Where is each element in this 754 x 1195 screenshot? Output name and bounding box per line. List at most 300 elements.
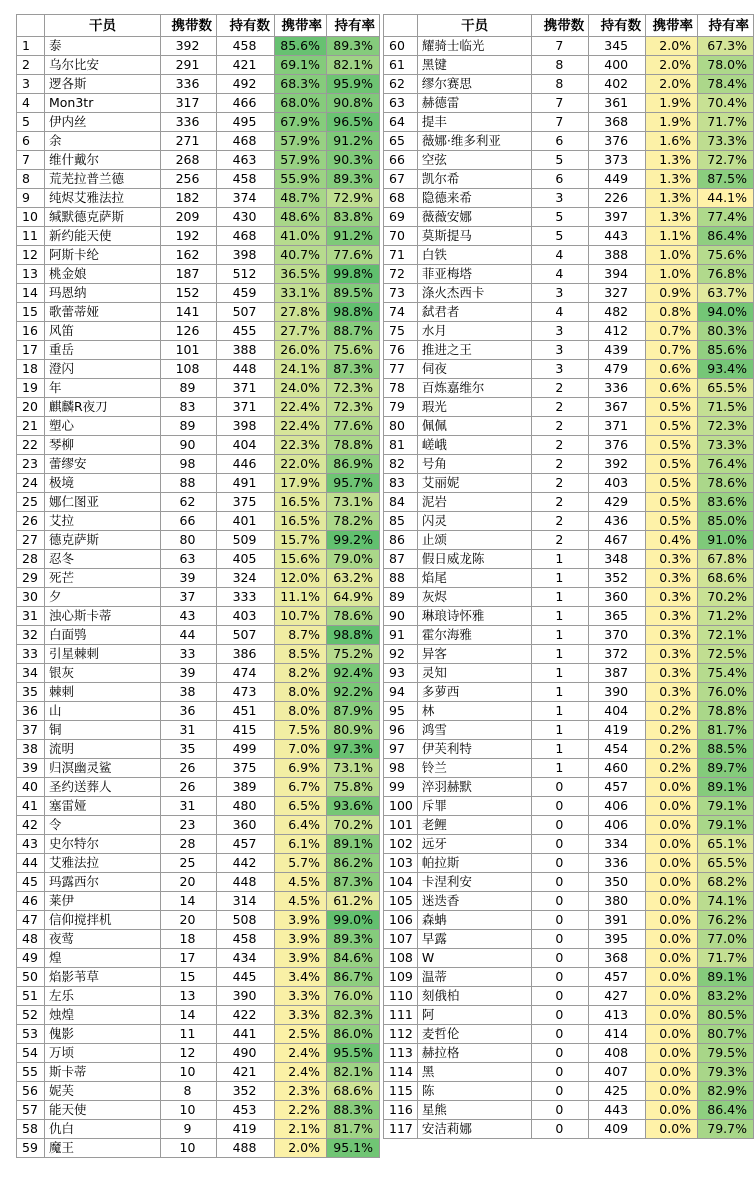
carry-count: 26 (161, 759, 217, 778)
carry-rate: 0.3% (646, 569, 698, 588)
hold-rate: 81.7% (698, 721, 754, 740)
table-row (17, 37, 380, 56)
table-row (384, 930, 754, 949)
carry-count: 5 (532, 151, 589, 170)
table-row (384, 455, 754, 474)
carry-rate: 16.5% (275, 512, 327, 531)
hold-count: 360 (589, 588, 646, 607)
operator-name: 歌蕾蒂娅 (45, 303, 161, 322)
hold-rate: 82.1% (327, 56, 380, 75)
row-index: 90 (384, 607, 418, 626)
hold-count: 458 (217, 37, 275, 56)
carry-count: 0 (532, 1101, 589, 1120)
row-index: 87 (384, 550, 418, 569)
operator-name: 流明 (45, 740, 161, 759)
carry-rate: 17.9% (275, 474, 327, 493)
hold-rate: 95.7% (327, 474, 380, 493)
operator-name: 号角 (417, 455, 532, 474)
carry-count: 0 (532, 778, 589, 797)
hold-rate: 76.0% (698, 683, 754, 702)
hold-count: 404 (589, 702, 646, 721)
right-operator-table (383, 14, 754, 1139)
hold-count: 479 (589, 360, 646, 379)
row-index: 53 (17, 1025, 45, 1044)
hold-rate: 72.5% (698, 645, 754, 664)
hold-rate: 82.1% (327, 1063, 380, 1082)
hold-count: 413 (589, 1006, 646, 1025)
hold-rate: 99.0% (327, 911, 380, 930)
carry-rate: 33.1% (275, 284, 327, 303)
table-row (17, 436, 380, 455)
carry-rate: 0.0% (646, 873, 698, 892)
row-index: 19 (17, 379, 45, 398)
carry-rate: 2.2% (275, 1101, 327, 1120)
carry-count: 1 (532, 645, 589, 664)
hold-rate: 86.4% (698, 227, 754, 246)
table-row (384, 1044, 754, 1063)
operator-name: 麦哲伦 (417, 1025, 532, 1044)
carry-count: 256 (161, 170, 217, 189)
carry-rate: 2.5% (275, 1025, 327, 1044)
hold-rate: 99.8% (327, 265, 380, 284)
table-row (17, 1025, 380, 1044)
carry-rate: 40.7% (275, 246, 327, 265)
carry-count: 0 (532, 949, 589, 968)
hold-count: 491 (217, 474, 275, 493)
hold-count: 394 (589, 265, 646, 284)
carry-count: 2 (532, 436, 589, 455)
table-row (384, 75, 754, 94)
carry-count: 18 (161, 930, 217, 949)
table-row (17, 1101, 380, 1120)
carry-rate: 0.0% (646, 1044, 698, 1063)
row-index: 29 (17, 569, 45, 588)
table-row (384, 1063, 754, 1082)
hold-rate: 72.7% (698, 151, 754, 170)
table-row (384, 208, 754, 227)
hold-count: 457 (217, 835, 275, 854)
carry-rate: 6.5% (275, 797, 327, 816)
hold-count: 455 (217, 322, 275, 341)
table-row (17, 75, 380, 94)
hold-rate: 89.1% (698, 778, 754, 797)
carry-rate: 0.0% (646, 949, 698, 968)
carry-count: 5 (532, 227, 589, 246)
carry-rate: 1.3% (646, 208, 698, 227)
row-index: 111 (384, 1006, 418, 1025)
hold-count: 372 (589, 645, 646, 664)
carry-count: 1 (532, 683, 589, 702)
hold-count: 352 (589, 569, 646, 588)
carry-rate: 1.3% (646, 189, 698, 208)
carry-rate: 27.8% (275, 303, 327, 322)
carry-count: 0 (532, 1025, 589, 1044)
table-row (17, 664, 380, 683)
carry-rate: 0.3% (646, 683, 698, 702)
carry-count: 0 (532, 911, 589, 930)
hold-rate: 63.7% (698, 284, 754, 303)
hold-rate: 95.1% (327, 1139, 380, 1158)
hold-count: 441 (217, 1025, 275, 1044)
hold-count: 457 (589, 968, 646, 987)
row-index: 18 (17, 360, 45, 379)
operator-name: 白铁 (417, 246, 532, 265)
carry-count: 6 (532, 170, 589, 189)
row-index: 117 (384, 1120, 418, 1139)
table-row (17, 645, 380, 664)
carry-count: 2 (532, 531, 589, 550)
hold-count: 415 (217, 721, 275, 740)
table-row (17, 740, 380, 759)
operator-name: 风笛 (45, 322, 161, 341)
row-index: 98 (384, 759, 418, 778)
hold-count: 451 (217, 702, 275, 721)
hold-rate: 79.1% (698, 797, 754, 816)
row-index: 7 (17, 151, 45, 170)
table-row (17, 607, 380, 626)
table-row (17, 835, 380, 854)
header-name: 干员 (45, 15, 161, 37)
hold-rate: 79.0% (327, 550, 380, 569)
hold-rate: 65.5% (698, 379, 754, 398)
carry-rate: 0.9% (646, 284, 698, 303)
hold-rate: 86.4% (698, 1101, 754, 1120)
hold-rate: 78.0% (698, 56, 754, 75)
hold-rate: 75.2% (327, 645, 380, 664)
operator-name: 黑键 (417, 56, 532, 75)
carry-count: 1 (532, 759, 589, 778)
hold-rate: 89.3% (327, 170, 380, 189)
row-index: 41 (17, 797, 45, 816)
hold-count: 453 (217, 1101, 275, 1120)
hold-rate: 83.6% (698, 493, 754, 512)
hold-count: 405 (217, 550, 275, 569)
operator-name: W (417, 949, 532, 968)
row-index: 91 (384, 626, 418, 645)
hold-count: 443 (589, 1101, 646, 1120)
carry-count: 336 (161, 113, 217, 132)
hold-rate: 72.3% (327, 398, 380, 417)
hold-count: 376 (589, 436, 646, 455)
operator-name: 陈 (417, 1082, 532, 1101)
carry-count: 8 (532, 75, 589, 94)
row-index: 89 (384, 588, 418, 607)
row-index: 73 (384, 284, 418, 303)
table-row (384, 949, 754, 968)
table-row (384, 835, 754, 854)
table-row (17, 702, 380, 721)
row-index: 88 (384, 569, 418, 588)
operator-name: 水月 (417, 322, 532, 341)
table-row (17, 493, 380, 512)
hold-count: 443 (589, 227, 646, 246)
carry-count: 11 (161, 1025, 217, 1044)
carry-rate: 8.0% (275, 683, 327, 702)
hold-rate: 74.1% (698, 892, 754, 911)
row-index: 38 (17, 740, 45, 759)
table-row (17, 550, 380, 569)
carry-count: 39 (161, 664, 217, 683)
row-index: 32 (17, 626, 45, 645)
carry-rate: 1.0% (646, 246, 698, 265)
hold-rate: 93.6% (327, 797, 380, 816)
operator-name: 多萝西 (417, 683, 532, 702)
table-row (384, 265, 754, 284)
table-row (17, 759, 380, 778)
carry-count: 3 (532, 360, 589, 379)
carry-rate: 57.9% (275, 132, 327, 151)
carry-count: 17 (161, 949, 217, 968)
hold-rate: 65.5% (698, 854, 754, 873)
row-index: 27 (17, 531, 45, 550)
hold-rate: 81.7% (327, 1120, 380, 1139)
hold-rate: 67.3% (698, 37, 754, 56)
carry-count: 0 (532, 930, 589, 949)
hold-rate: 86.0% (327, 1025, 380, 1044)
hold-count: 403 (217, 607, 275, 626)
hold-rate: 77.0% (698, 930, 754, 949)
operator-name: 缪尔赛思 (417, 75, 532, 94)
carry-rate: 2.4% (275, 1063, 327, 1082)
hold-rate: 79.1% (698, 816, 754, 835)
hold-rate: 63.2% (327, 569, 380, 588)
carry-rate: 2.1% (275, 1120, 327, 1139)
operator-name: 老鲤 (417, 816, 532, 835)
operator-name: 闪灵 (417, 512, 532, 531)
header-row (17, 15, 380, 37)
operator-name: 森蚺 (417, 911, 532, 930)
row-index: 48 (17, 930, 45, 949)
table-row (17, 284, 380, 303)
hold-count: 336 (589, 379, 646, 398)
carry-rate: 5.7% (275, 854, 327, 873)
hold-rate: 76.0% (327, 987, 380, 1006)
operator-name: 新约能天使 (45, 227, 161, 246)
carry-rate: 16.5% (275, 493, 327, 512)
carry-count: 39 (161, 569, 217, 588)
row-index: 70 (384, 227, 418, 246)
table-row (17, 113, 380, 132)
carry-count: 7 (532, 113, 589, 132)
table-row (384, 398, 754, 417)
row-index: 31 (17, 607, 45, 626)
carry-count: 192 (161, 227, 217, 246)
table-row (17, 512, 380, 531)
table-row (17, 265, 380, 284)
hold-count: 345 (589, 37, 646, 56)
carry-rate: 57.9% (275, 151, 327, 170)
carry-rate: 12.0% (275, 569, 327, 588)
row-index: 42 (17, 816, 45, 835)
carry-rate: 0.6% (646, 379, 698, 398)
row-index: 57 (17, 1101, 45, 1120)
carry-count: 2 (532, 398, 589, 417)
hold-count: 488 (217, 1139, 275, 1158)
carry-count: 62 (161, 493, 217, 512)
row-index: 50 (17, 968, 45, 987)
table-row (384, 778, 754, 797)
hold-rate: 77.4% (698, 208, 754, 227)
carry-rate: 3.3% (275, 1006, 327, 1025)
table-row (17, 626, 380, 645)
hold-count: 507 (217, 303, 275, 322)
operator-name: 忍冬 (45, 550, 161, 569)
carry-rate: 22.3% (275, 436, 327, 455)
carry-rate: 27.7% (275, 322, 327, 341)
row-index: 92 (384, 645, 418, 664)
hold-rate: 83.2% (698, 987, 754, 1006)
hold-count: 380 (589, 892, 646, 911)
row-index: 23 (17, 455, 45, 474)
operator-name: 提丰 (417, 113, 532, 132)
hold-count: 473 (217, 683, 275, 702)
operator-name: 归溟幽灵鲨 (45, 759, 161, 778)
row-index: 69 (384, 208, 418, 227)
hold-rate: 72.3% (698, 417, 754, 436)
operator-name: 夕 (45, 588, 161, 607)
carry-count: 152 (161, 284, 217, 303)
carry-rate: 2.3% (275, 1082, 327, 1101)
hold-count: 448 (217, 360, 275, 379)
carry-count: 1 (532, 740, 589, 759)
table-row (384, 379, 754, 398)
carry-count: 2 (532, 512, 589, 531)
operator-name: 泥岩 (417, 493, 532, 512)
carry-rate: 11.1% (275, 588, 327, 607)
hold-count: 365 (589, 607, 646, 626)
hold-count: 392 (589, 455, 646, 474)
hold-count: 482 (589, 303, 646, 322)
hold-rate: 85.6% (698, 341, 754, 360)
table-row (384, 56, 754, 75)
carry-count: 162 (161, 246, 217, 265)
operator-name: 艾雅法拉 (45, 854, 161, 873)
carry-count: 2 (532, 455, 589, 474)
row-index: 74 (384, 303, 418, 322)
row-index: 106 (384, 911, 418, 930)
carry-count: 10 (161, 1063, 217, 1082)
row-index: 64 (384, 113, 418, 132)
hold-count: 421 (217, 1063, 275, 1082)
hold-rate: 77.6% (327, 246, 380, 265)
operator-name: 缄默德克萨斯 (45, 208, 161, 227)
carry-rate: 0.5% (646, 455, 698, 474)
table-row (17, 531, 380, 550)
row-index: 86 (384, 531, 418, 550)
carry-count: 35 (161, 740, 217, 759)
table-row (17, 911, 380, 930)
carry-rate: 0.0% (646, 854, 698, 873)
carry-rate: 2.0% (646, 56, 698, 75)
operator-name: 铜 (45, 721, 161, 740)
carry-count: 1 (532, 607, 589, 626)
row-index: 79 (384, 398, 418, 417)
carry-count: 14 (161, 892, 217, 911)
hold-rate: 72.9% (327, 189, 380, 208)
carry-rate: 0.7% (646, 341, 698, 360)
row-index: 46 (17, 892, 45, 911)
carry-rate: 0.0% (646, 797, 698, 816)
hold-rate: 88.7% (327, 322, 380, 341)
table-row (17, 683, 380, 702)
carry-count: 14 (161, 1006, 217, 1025)
row-index: 63 (384, 94, 418, 113)
hold-count: 371 (217, 398, 275, 417)
operator-name: 耀骑士临光 (417, 37, 532, 56)
row-index: 84 (384, 493, 418, 512)
operator-name: 佩佩 (417, 417, 532, 436)
carry-rate: 6.9% (275, 759, 327, 778)
table-row (17, 816, 380, 835)
hold-count: 492 (217, 75, 275, 94)
table-row (384, 816, 754, 835)
row-index: 16 (17, 322, 45, 341)
hold-count: 402 (589, 75, 646, 94)
carry-count: 108 (161, 360, 217, 379)
table-row (17, 341, 380, 360)
operator-name: 赫德雷 (417, 94, 532, 113)
carry-rate: 0.0% (646, 778, 698, 797)
carry-rate: 0.7% (646, 322, 698, 341)
hold-rate: 44.1% (698, 189, 754, 208)
carry-rate: 3.9% (275, 930, 327, 949)
carry-rate: 0.3% (646, 645, 698, 664)
row-index: 9 (17, 189, 45, 208)
row-index: 40 (17, 778, 45, 797)
hold-rate: 92.2% (327, 683, 380, 702)
operator-name: 百炼嘉维尔 (417, 379, 532, 398)
table-row (17, 721, 380, 740)
carry-count: 2 (532, 379, 589, 398)
carry-rate: 1.9% (646, 94, 698, 113)
operator-name: 纯烬艾雅法拉 (45, 189, 161, 208)
row-index: 95 (384, 702, 418, 721)
table-row (384, 626, 754, 645)
hold-count: 439 (589, 341, 646, 360)
operator-name: 鸿雪 (417, 721, 532, 740)
hold-count: 387 (589, 664, 646, 683)
header-row (384, 15, 754, 37)
carry-rate: 55.9% (275, 170, 327, 189)
row-index: 25 (17, 493, 45, 512)
row-index: 52 (17, 1006, 45, 1025)
hold-rate: 80.9% (327, 721, 380, 740)
carry-rate: 0.0% (646, 892, 698, 911)
row-index: 112 (384, 1025, 418, 1044)
operator-name: 推进之王 (417, 341, 532, 360)
hold-count: 468 (217, 132, 275, 151)
left-table-body (17, 37, 380, 1158)
operator-name: 安洁莉娜 (417, 1120, 532, 1139)
carry-count: 182 (161, 189, 217, 208)
operator-name: 伊内丝 (45, 113, 161, 132)
row-index: 15 (17, 303, 45, 322)
carry-count: 0 (532, 797, 589, 816)
hold-rate: 89.3% (327, 930, 380, 949)
hold-rate: 94.0% (698, 303, 754, 322)
row-index: 62 (384, 75, 418, 94)
table-row (384, 113, 754, 132)
carry-rate: 48.6% (275, 208, 327, 227)
carry-count: 5 (532, 208, 589, 227)
operator-name: 凯尔希 (417, 170, 532, 189)
operator-name: 迷迭香 (417, 892, 532, 911)
table-row (17, 455, 380, 474)
carry-rate: 3.4% (275, 968, 327, 987)
row-index: 85 (384, 512, 418, 531)
carry-count: 37 (161, 588, 217, 607)
table-row (384, 189, 754, 208)
